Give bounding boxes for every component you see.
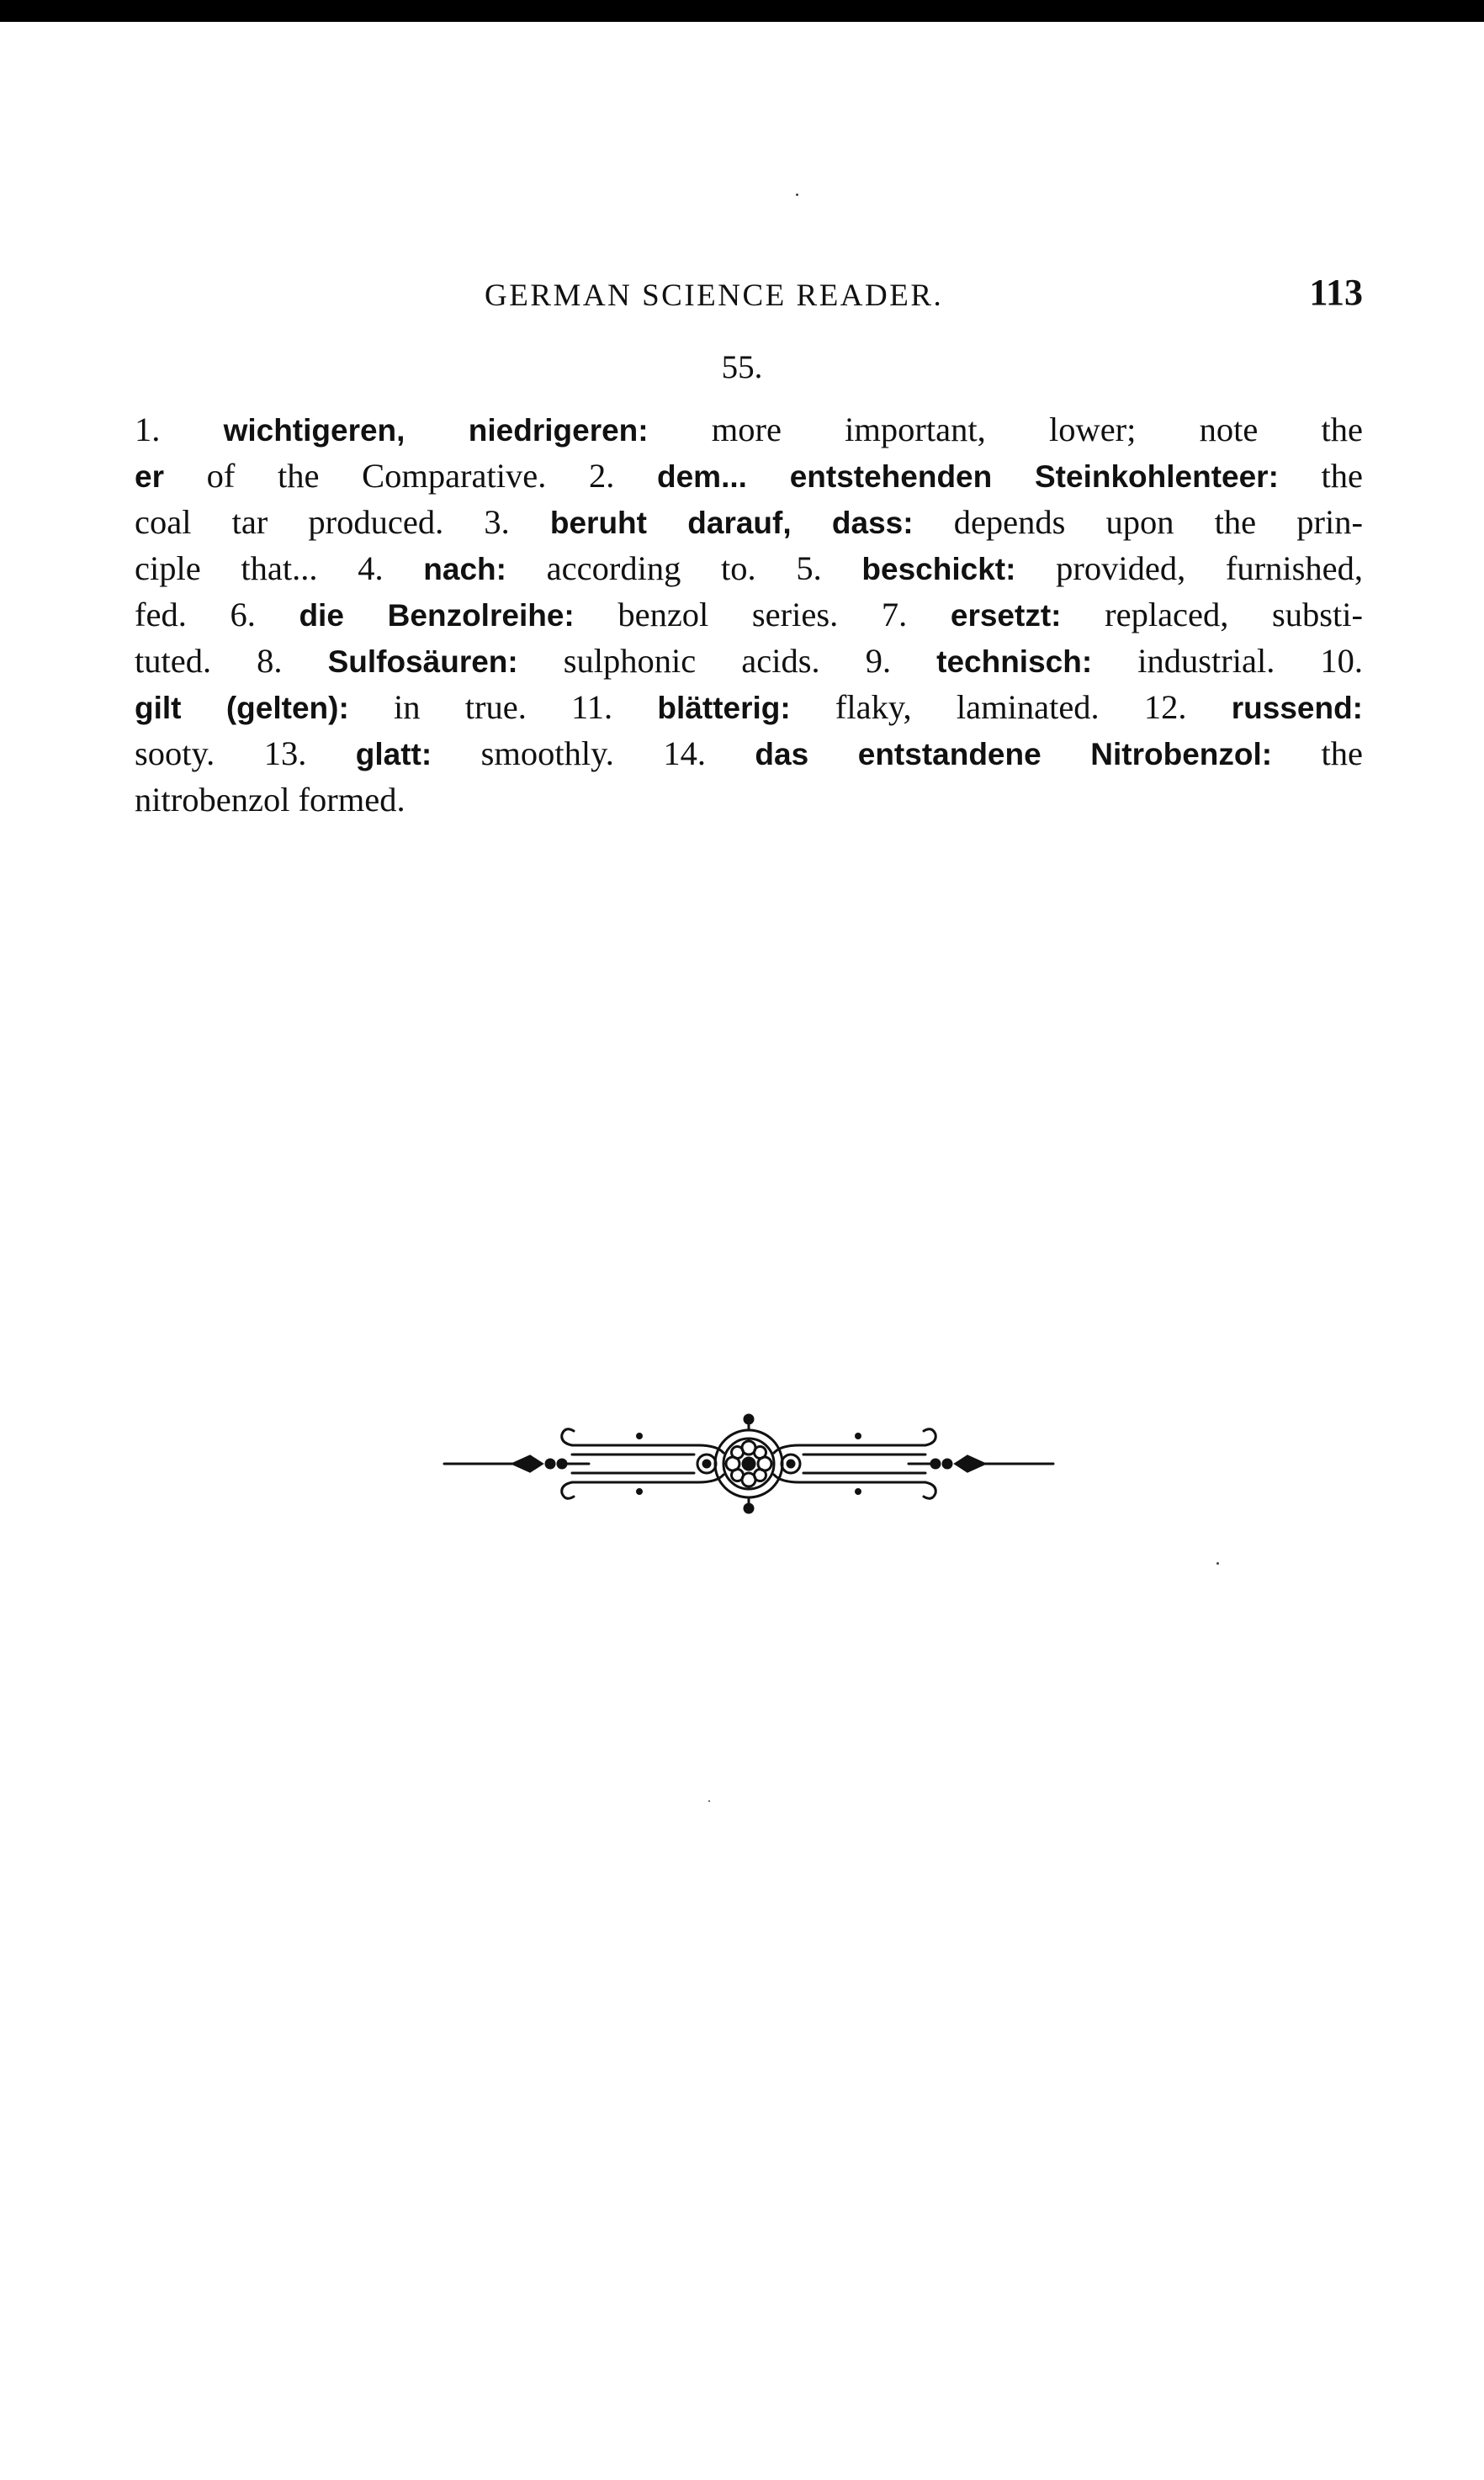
notes-line: 1. wichtigeren, niedrigeren: more important, lower; note the: [135, 411, 1363, 448]
german-term: gilt (gelten):: [135, 691, 349, 725]
german-term: beschickt:: [861, 552, 1016, 586]
vocabulary-notes: [135, 406, 1363, 823]
german-term: er: [135, 459, 164, 494]
german-term: technisch:: [936, 644, 1093, 679]
section-number: 55.: [721, 349, 763, 385]
notes-line: tuted. 8. Sulfosäuren: sulphonic acids. 9. technisch: industrial. 10.: [135, 642, 1363, 680]
running-head: [135, 271, 1363, 321]
decorative-flourish-icon: [437, 1401, 1060, 1527]
scan-speck: [1216, 1562, 1219, 1565]
notes-line: ciple that... 4. nach: according to. 5. beschickt: provided, furnished,: [135, 549, 1364, 587]
german-term: dem... entstehenden Steinkohlenteer:: [657, 459, 1279, 494]
notes-line: gilt (gelten): in true. 11. blätterig: flaky, laminated. 12. russend:: [135, 688, 1364, 726]
german-term: die Benzolreihe:: [299, 598, 575, 633]
notes-line: sooty. 13. glatt: smoothly. 14. das entstandene Nitrobenzol: the: [135, 734, 1364, 772]
german-term: ersetzt:: [950, 598, 1062, 633]
notes-line: coal tar produced. 3. beruht darauf, dass: depends upon the prin-: [135, 503, 1363, 541]
german-term: blätterig:: [657, 691, 791, 725]
german-term: das entstandene Nitrobenzol:: [755, 737, 1273, 771]
german-term: wichtigeren, niedrigeren:: [223, 413, 649, 448]
scan-speck: [708, 1800, 710, 1802]
page-number: 113: [1309, 272, 1363, 313]
german-term: nach:: [423, 552, 506, 586]
notes-line: er of the Comparative. 2. dem... entstehenden Steinkohlenteer: the: [135, 457, 1364, 495]
notes-line: fed. 6. die Benzolreihe: benzol series. 7. ersetzt: replaced, substi-: [135, 596, 1364, 633]
german-term: glatt:: [355, 737, 432, 771]
notes-line: nitrobenzol formed.: [135, 781, 405, 819]
scan-top-border: [0, 0, 1484, 22]
german-term: russend:: [1231, 691, 1364, 725]
scan-speck: [796, 193, 798, 196]
german-term: Sulfosäuren:: [327, 644, 518, 679]
running-title: GERMAN SCIENCE READER.: [485, 278, 944, 313]
german-term: beruht darauf, dass:: [549, 506, 914, 540]
